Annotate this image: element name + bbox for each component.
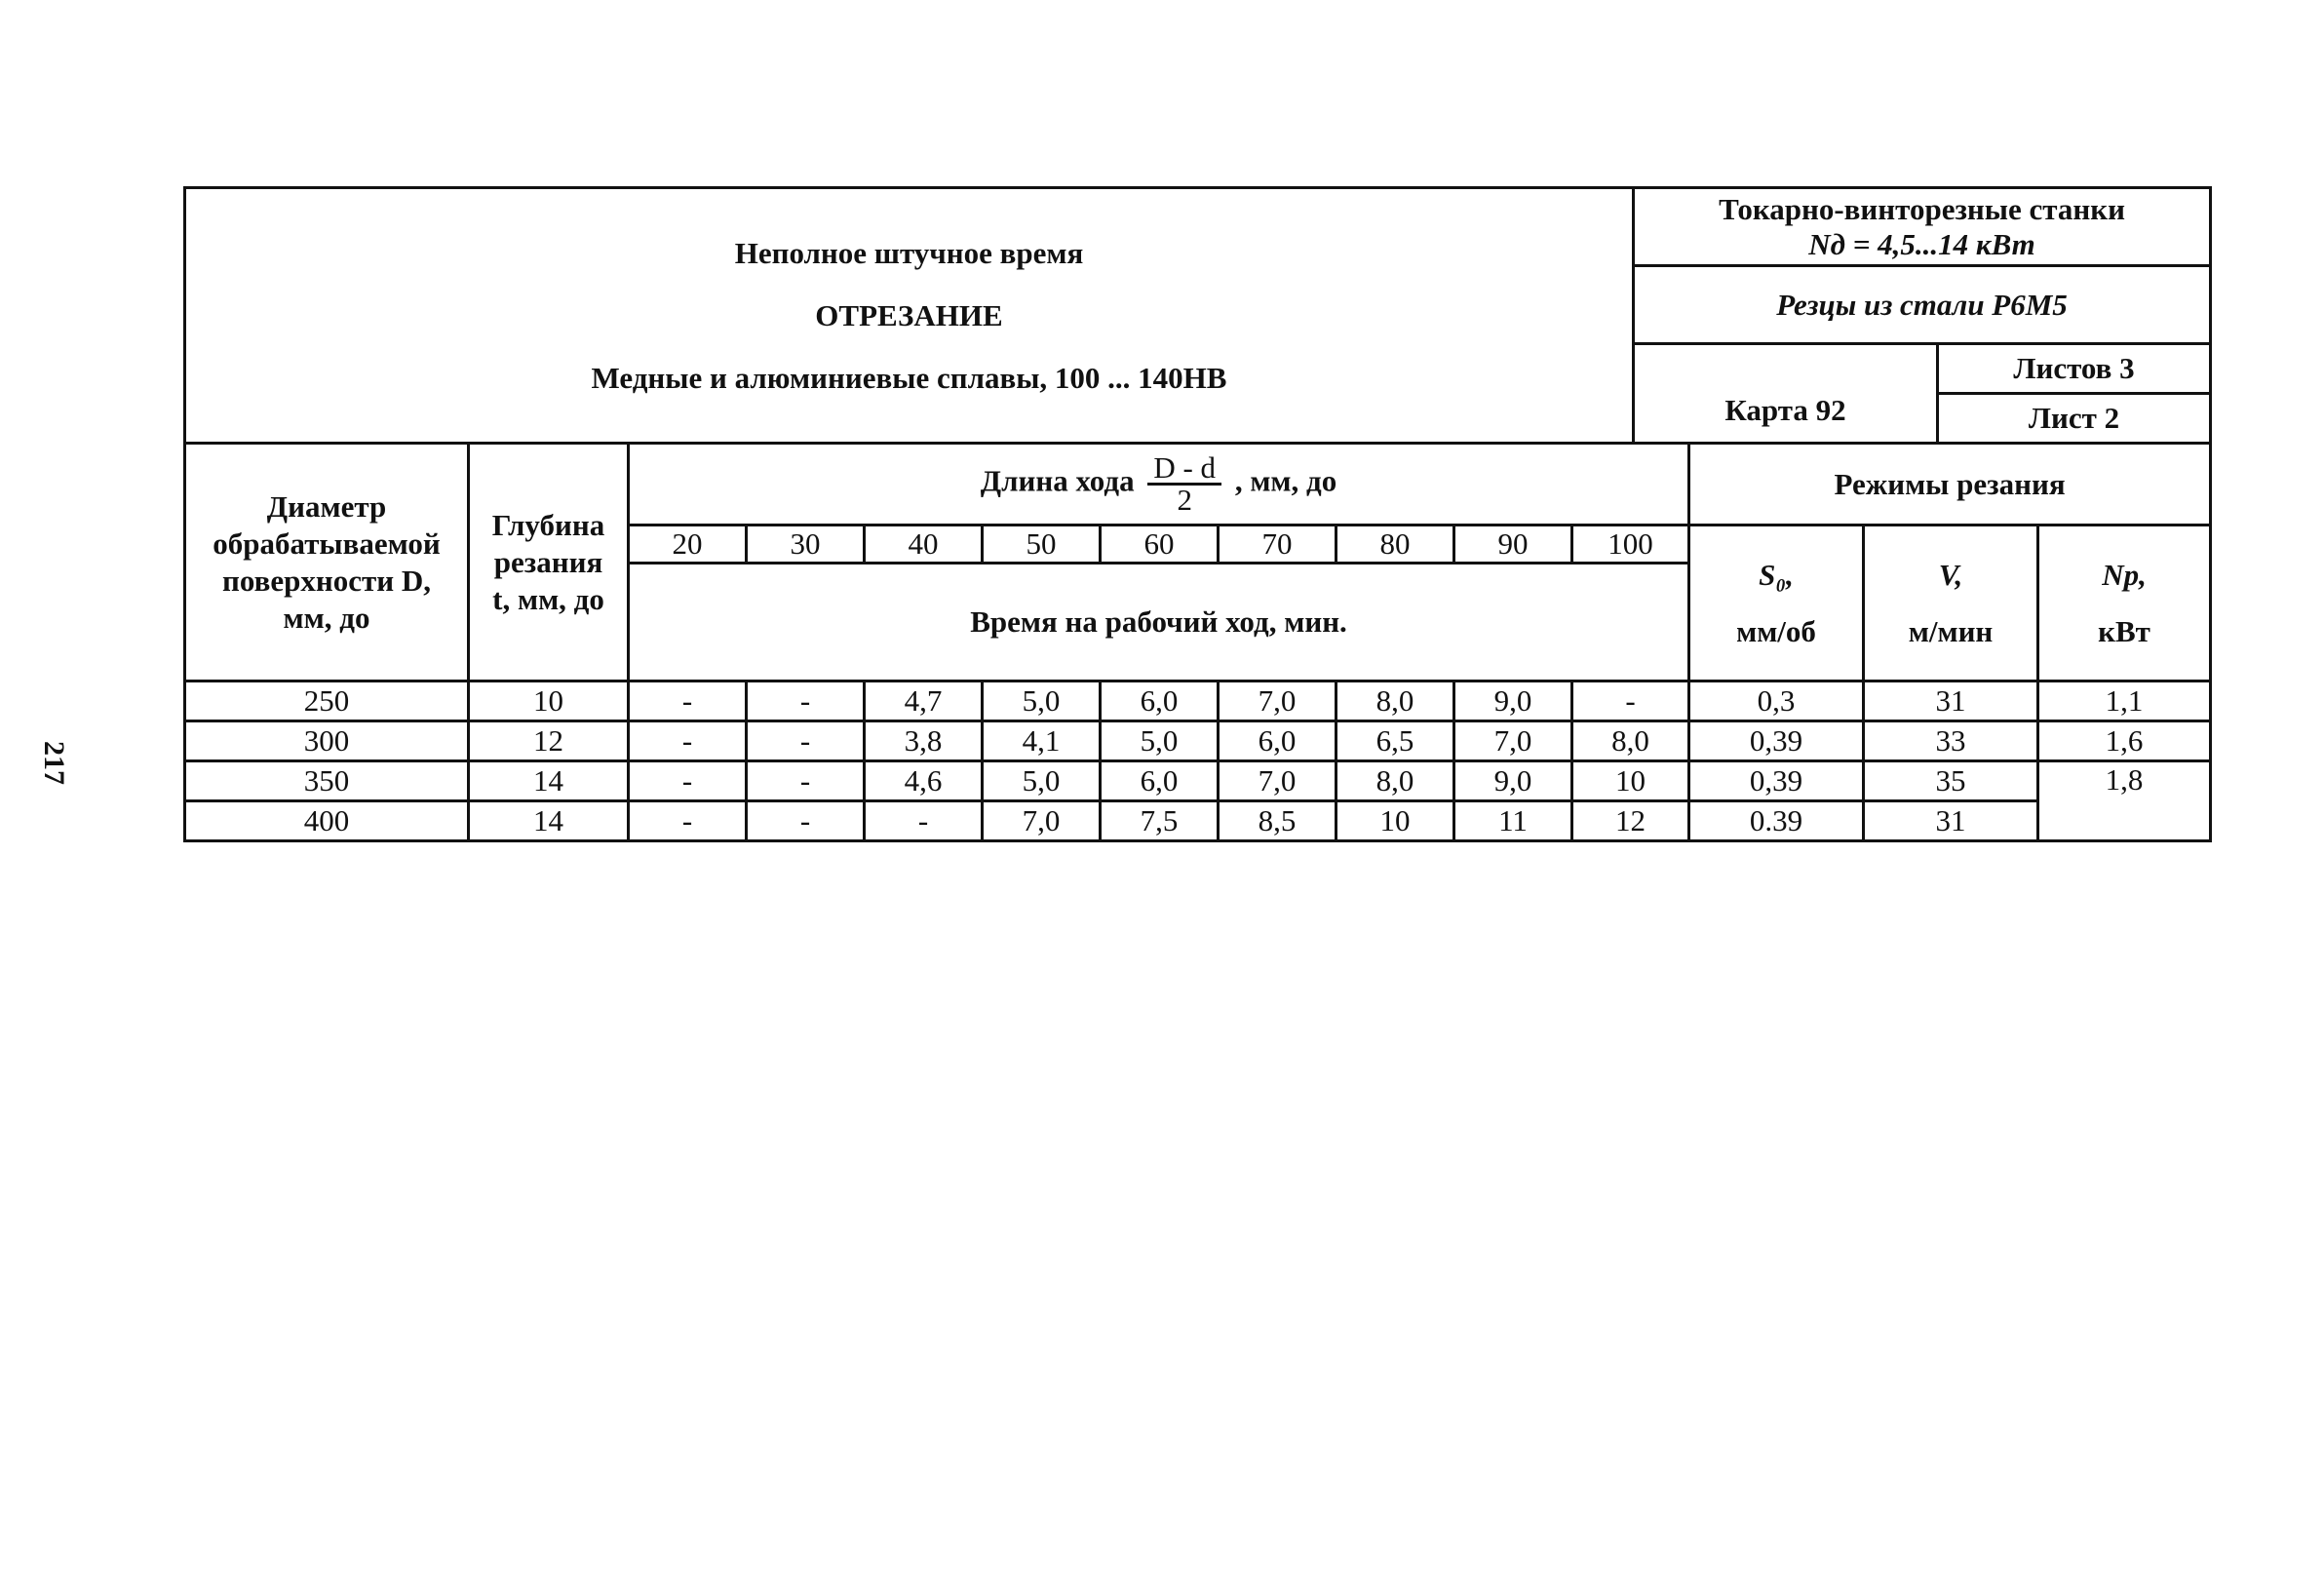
col-feed-unit: мм/об	[1736, 613, 1816, 648]
card-number-label: Карта 92	[1724, 392, 1846, 427]
cell-time: 4,6	[865, 761, 983, 801]
cell-time: 6,5	[1336, 721, 1454, 761]
cell-speed: 31	[1864, 681, 2038, 721]
cell-diameter: 250	[185, 681, 469, 721]
cell-time: 6,0	[1219, 721, 1336, 761]
cell-power: 1,8	[2038, 761, 2211, 841]
cell-time: -	[865, 801, 983, 841]
col-power-symbol: Nр,	[2102, 557, 2147, 592]
cell-diameter: 400	[185, 801, 469, 841]
col-speed-unit: м/мин	[1908, 613, 1994, 648]
cell-time: 8,0	[1572, 721, 1689, 761]
col-diameter-line-2: обрабатываемой	[213, 526, 441, 561]
cell-time: 9,0	[1454, 761, 1572, 801]
cell-time: 7,5	[1101, 801, 1219, 841]
cell-time: -	[629, 681, 747, 721]
machine-type: Токарно-винторезные станки	[1719, 191, 2125, 226]
col-diameter-line-3: поверхности D,	[222, 563, 431, 598]
time-table	[183, 442, 2212, 842]
col-depth-line-2: резания	[493, 544, 603, 579]
col-depth-line-3: t, мм, до	[492, 581, 604, 616]
stroke-fraction	[1147, 450, 1221, 517]
cell-time: -	[629, 721, 747, 761]
cell-time: -	[747, 681, 865, 721]
stroke-fraction-denominator: 2	[1177, 483, 1192, 517]
cell-time: 4,7	[865, 681, 983, 721]
stroke-prefix: Длина хода	[980, 463, 1135, 498]
cell-diameter: 350	[185, 761, 469, 801]
cell-time: 12	[1572, 801, 1689, 841]
sheet-number: Лист 2	[2028, 401, 2120, 435]
title-line-1: Неполное штучное время	[734, 235, 1084, 270]
cell-power: 1,1	[2038, 681, 2211, 721]
col-diameter	[185, 444, 469, 681]
title-material: Медные и алюминиевые сплавы, 100 ... 140НВ	[591, 360, 1227, 395]
cell-time: -	[1572, 681, 1689, 721]
stroke-length-header: 40	[865, 526, 983, 564]
stroke-length-header: 100	[1572, 526, 1689, 564]
cell-time: -	[629, 801, 747, 841]
stroke-length-header: 90	[1454, 526, 1572, 564]
cell-time: 6,0	[1101, 681, 1219, 721]
col-stroke-length	[629, 444, 1689, 526]
title-operation: ОТРЕЗАНИЕ	[815, 297, 1003, 332]
cell-time: 10	[1572, 761, 1689, 801]
col-work-time: Время на рабочий ход, мин.	[629, 564, 1689, 681]
stroke-suffix: , мм, до	[1234, 463, 1337, 498]
col-feed	[1689, 526, 1864, 681]
col-depth	[469, 444, 629, 681]
cell-time: 7,0	[983, 801, 1101, 841]
cell-time: 7,0	[1454, 721, 1572, 761]
cell-time: 5,0	[983, 681, 1101, 721]
col-feed-symbol: S₀,	[1759, 557, 1794, 592]
cell-time: 5,0	[983, 761, 1101, 801]
cell-time: 5,0	[1101, 721, 1219, 761]
cell-time: 11	[1454, 801, 1572, 841]
table-row	[185, 721, 2211, 761]
cell-power: 1,6	[2038, 721, 2211, 761]
stroke-length-header: 70	[1219, 526, 1336, 564]
cell-depth: 14	[469, 801, 629, 841]
cell-depth: 10	[469, 681, 629, 721]
card-header	[183, 186, 2212, 445]
col-depth-line-1: Глубина	[491, 507, 605, 542]
col-power-unit: кВт	[2098, 613, 2150, 648]
cell-time: 8,0	[1336, 761, 1454, 801]
cell-time: -	[629, 761, 747, 801]
machine-power: Nд = 4,5...14 кВт	[1808, 226, 2035, 261]
cell-time: -	[747, 761, 865, 801]
page-number: 217	[38, 741, 70, 785]
col-diameter-line-4: мм, до	[283, 600, 370, 635]
machine-cell	[1634, 188, 2211, 266]
cell-time: -	[747, 721, 865, 761]
cell-time: 4,1	[983, 721, 1101, 761]
col-speed-symbol: V,	[1938, 557, 1963, 592]
col-diameter-line-1: Диаметр	[266, 488, 387, 524]
table-row	[185, 761, 2211, 801]
cell-speed: 35	[1864, 761, 2038, 801]
norm-card	[183, 186, 2209, 842]
table-row	[185, 801, 2211, 841]
card-number	[1634, 344, 1938, 444]
title-block	[185, 188, 1634, 444]
cell-feed: 0.39	[1689, 801, 1864, 841]
col-power	[2038, 526, 2211, 681]
stroke-length-header: 50	[983, 526, 1101, 564]
cell-time: 8,5	[1219, 801, 1336, 841]
stroke-length-header: 20	[629, 526, 747, 564]
cell-speed: 31	[1864, 801, 2038, 841]
col-speed	[1864, 526, 2038, 681]
cell-feed: 0,3	[1689, 681, 1864, 721]
stroke-length-header: 30	[747, 526, 865, 564]
table-row	[185, 681, 2211, 721]
cell-feed: 0,39	[1689, 721, 1864, 761]
cell-time: 3,8	[865, 721, 983, 761]
stroke-length-header: 60	[1101, 526, 1219, 564]
sheet-cells	[1938, 344, 2211, 444]
cell-time: 9,0	[1454, 681, 1572, 721]
tool-cell: Резцы из стали Р6М5	[1634, 266, 2211, 344]
stroke-fraction-numerator: D - d	[1147, 453, 1221, 486]
sheets-total: Листов 3	[1939, 345, 2209, 395]
cell-time: 7,0	[1219, 761, 1336, 801]
stroke-length-header: 80	[1336, 526, 1454, 564]
cell-time: 8,0	[1336, 681, 1454, 721]
cell-feed: 0,39	[1689, 761, 1864, 801]
cell-depth: 14	[469, 761, 629, 801]
cell-depth: 12	[469, 721, 629, 761]
cell-speed: 33	[1864, 721, 2038, 761]
cell-diameter: 300	[185, 721, 469, 761]
cell-time: -	[747, 801, 865, 841]
cell-time: 10	[1336, 801, 1454, 841]
cell-time: 6,0	[1101, 761, 1219, 801]
cell-time: 7,0	[1219, 681, 1336, 721]
col-cutting-modes: Режимы резания	[1689, 444, 2211, 526]
